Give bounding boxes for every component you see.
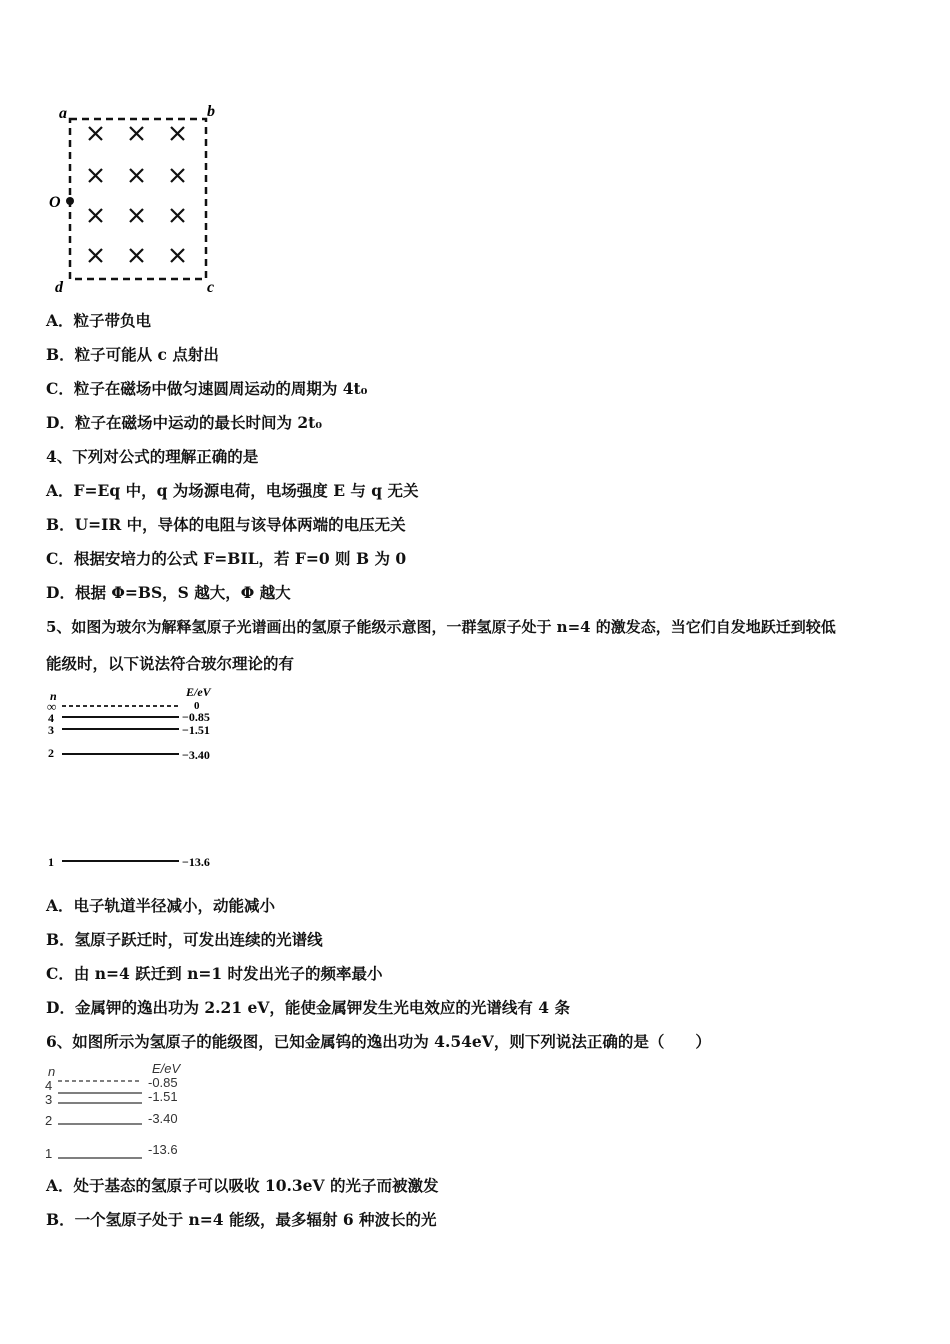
q5-energy-level-diagram	[44, 684, 244, 874]
q5-n-header: n	[50, 689, 57, 703]
q5-option-b: B．氢原子跃迁时，可发出连续的光谱线	[46, 930, 323, 949]
q5-level-3-n: 3	[48, 723, 54, 737]
corner-b-label: b	[207, 103, 215, 120]
q3-option-d: D．粒子在磁场中运动的最长时间为 2t₀	[46, 413, 323, 432]
q5-level-2-e: −3.40	[182, 748, 210, 762]
q5-level-1-e: −13.6	[182, 855, 210, 869]
q5-level-inf-n: ∞	[47, 699, 57, 714]
corner-c-label: c	[207, 279, 215, 296]
q6-stem: 6、如图所示为氢原子的能级图，已知金属钨的逸出功为 4.54eV，则下列说法正确的是（ ）	[46, 1032, 711, 1051]
q5-level-4-n: 4	[48, 711, 54, 725]
q6-option-b: B．一个氢原子处于 n=4 能级，最多辐射 6 种波长的光	[46, 1210, 437, 1229]
q6-energy-level-diagram	[42, 1062, 212, 1167]
q5-level-1-n: 1	[48, 855, 54, 869]
q4-option-d: D．根据 Φ=BS，S 越大，Φ 越大	[46, 583, 291, 602]
q3-option-b: B．粒子可能从 c 点射出	[46, 345, 219, 364]
q6-level-3-e: -1.51	[148, 1089, 178, 1104]
field-cross-grid	[89, 127, 184, 262]
q5-level-4-e: −0.85	[182, 710, 210, 724]
q6-level-4-e: -0.85	[148, 1075, 178, 1090]
q6-n-header: n	[48, 1064, 56, 1079]
q6-option-a: A．处于基态的氢原子可以吸收 10.3eV 的光子而被激发	[46, 1176, 439, 1195]
q6-level-3-n: 3	[45, 1092, 53, 1107]
point-o-dot	[66, 197, 74, 205]
q6-e-header: E/eV	[152, 1062, 181, 1076]
q6-level-2-n: 2	[45, 1113, 53, 1128]
q6-level-4-n: 4	[45, 1078, 53, 1093]
q5-level-2-n: 2	[48, 746, 54, 760]
corner-a-label: a	[59, 105, 67, 122]
q6-level-1-n: 1	[45, 1146, 53, 1161]
q3-option-c: C．粒子在磁场中做匀速圆周运动的周期为 4t₀	[46, 379, 368, 398]
q5-stem-line1: 5、如图为玻尔为解释氢原子光谱画出的氢原子能级示意图，一群氢原子处于 n=4 的激发态，当它们自发地跃迁到较低	[46, 618, 836, 636]
q6-level-2-e: -3.40	[148, 1111, 178, 1126]
q4-option-a: A．F=Eq 中，q 为场源电荷，电场强度 E 与 q 无关	[46, 481, 419, 500]
q6-level-1-e: -13.6	[148, 1142, 178, 1157]
q4-option-c: C．根据安培力的公式 F=BIL，若 F=0 则 B 为 0	[46, 549, 407, 568]
q5-e-header: E/eV	[186, 685, 211, 699]
magnetic-field-figure	[45, 100, 235, 300]
q4-option-b: B．U=IR 中，导体的电阻与该导体两端的电压无关	[46, 515, 406, 534]
q3-option-a: A．粒子带负电	[46, 311, 152, 330]
q5-option-d: D．金属钾的逸出功为 2.21 eV，能使金属钾发生光电效应的光谱线有 4 条	[46, 998, 570, 1017]
q5-level-3-e: −1.51	[182, 723, 210, 737]
q5-option-a: A．电子轨道半径减小，动能减小	[46, 896, 276, 915]
q5-level-inf-e: 0	[194, 700, 200, 712]
point-o-label: O	[49, 194, 61, 211]
q5-stem-line2: 能级时，以下说法符合玻尔理论的有	[46, 654, 295, 673]
corner-d-label: d	[55, 279, 63, 296]
q4-stem: 4、下列对公式的理解正确的是	[46, 447, 259, 466]
q5-option-c: C．由 n=4 跃迁到 n=1 时发出光子的频率最小	[46, 964, 383, 983]
